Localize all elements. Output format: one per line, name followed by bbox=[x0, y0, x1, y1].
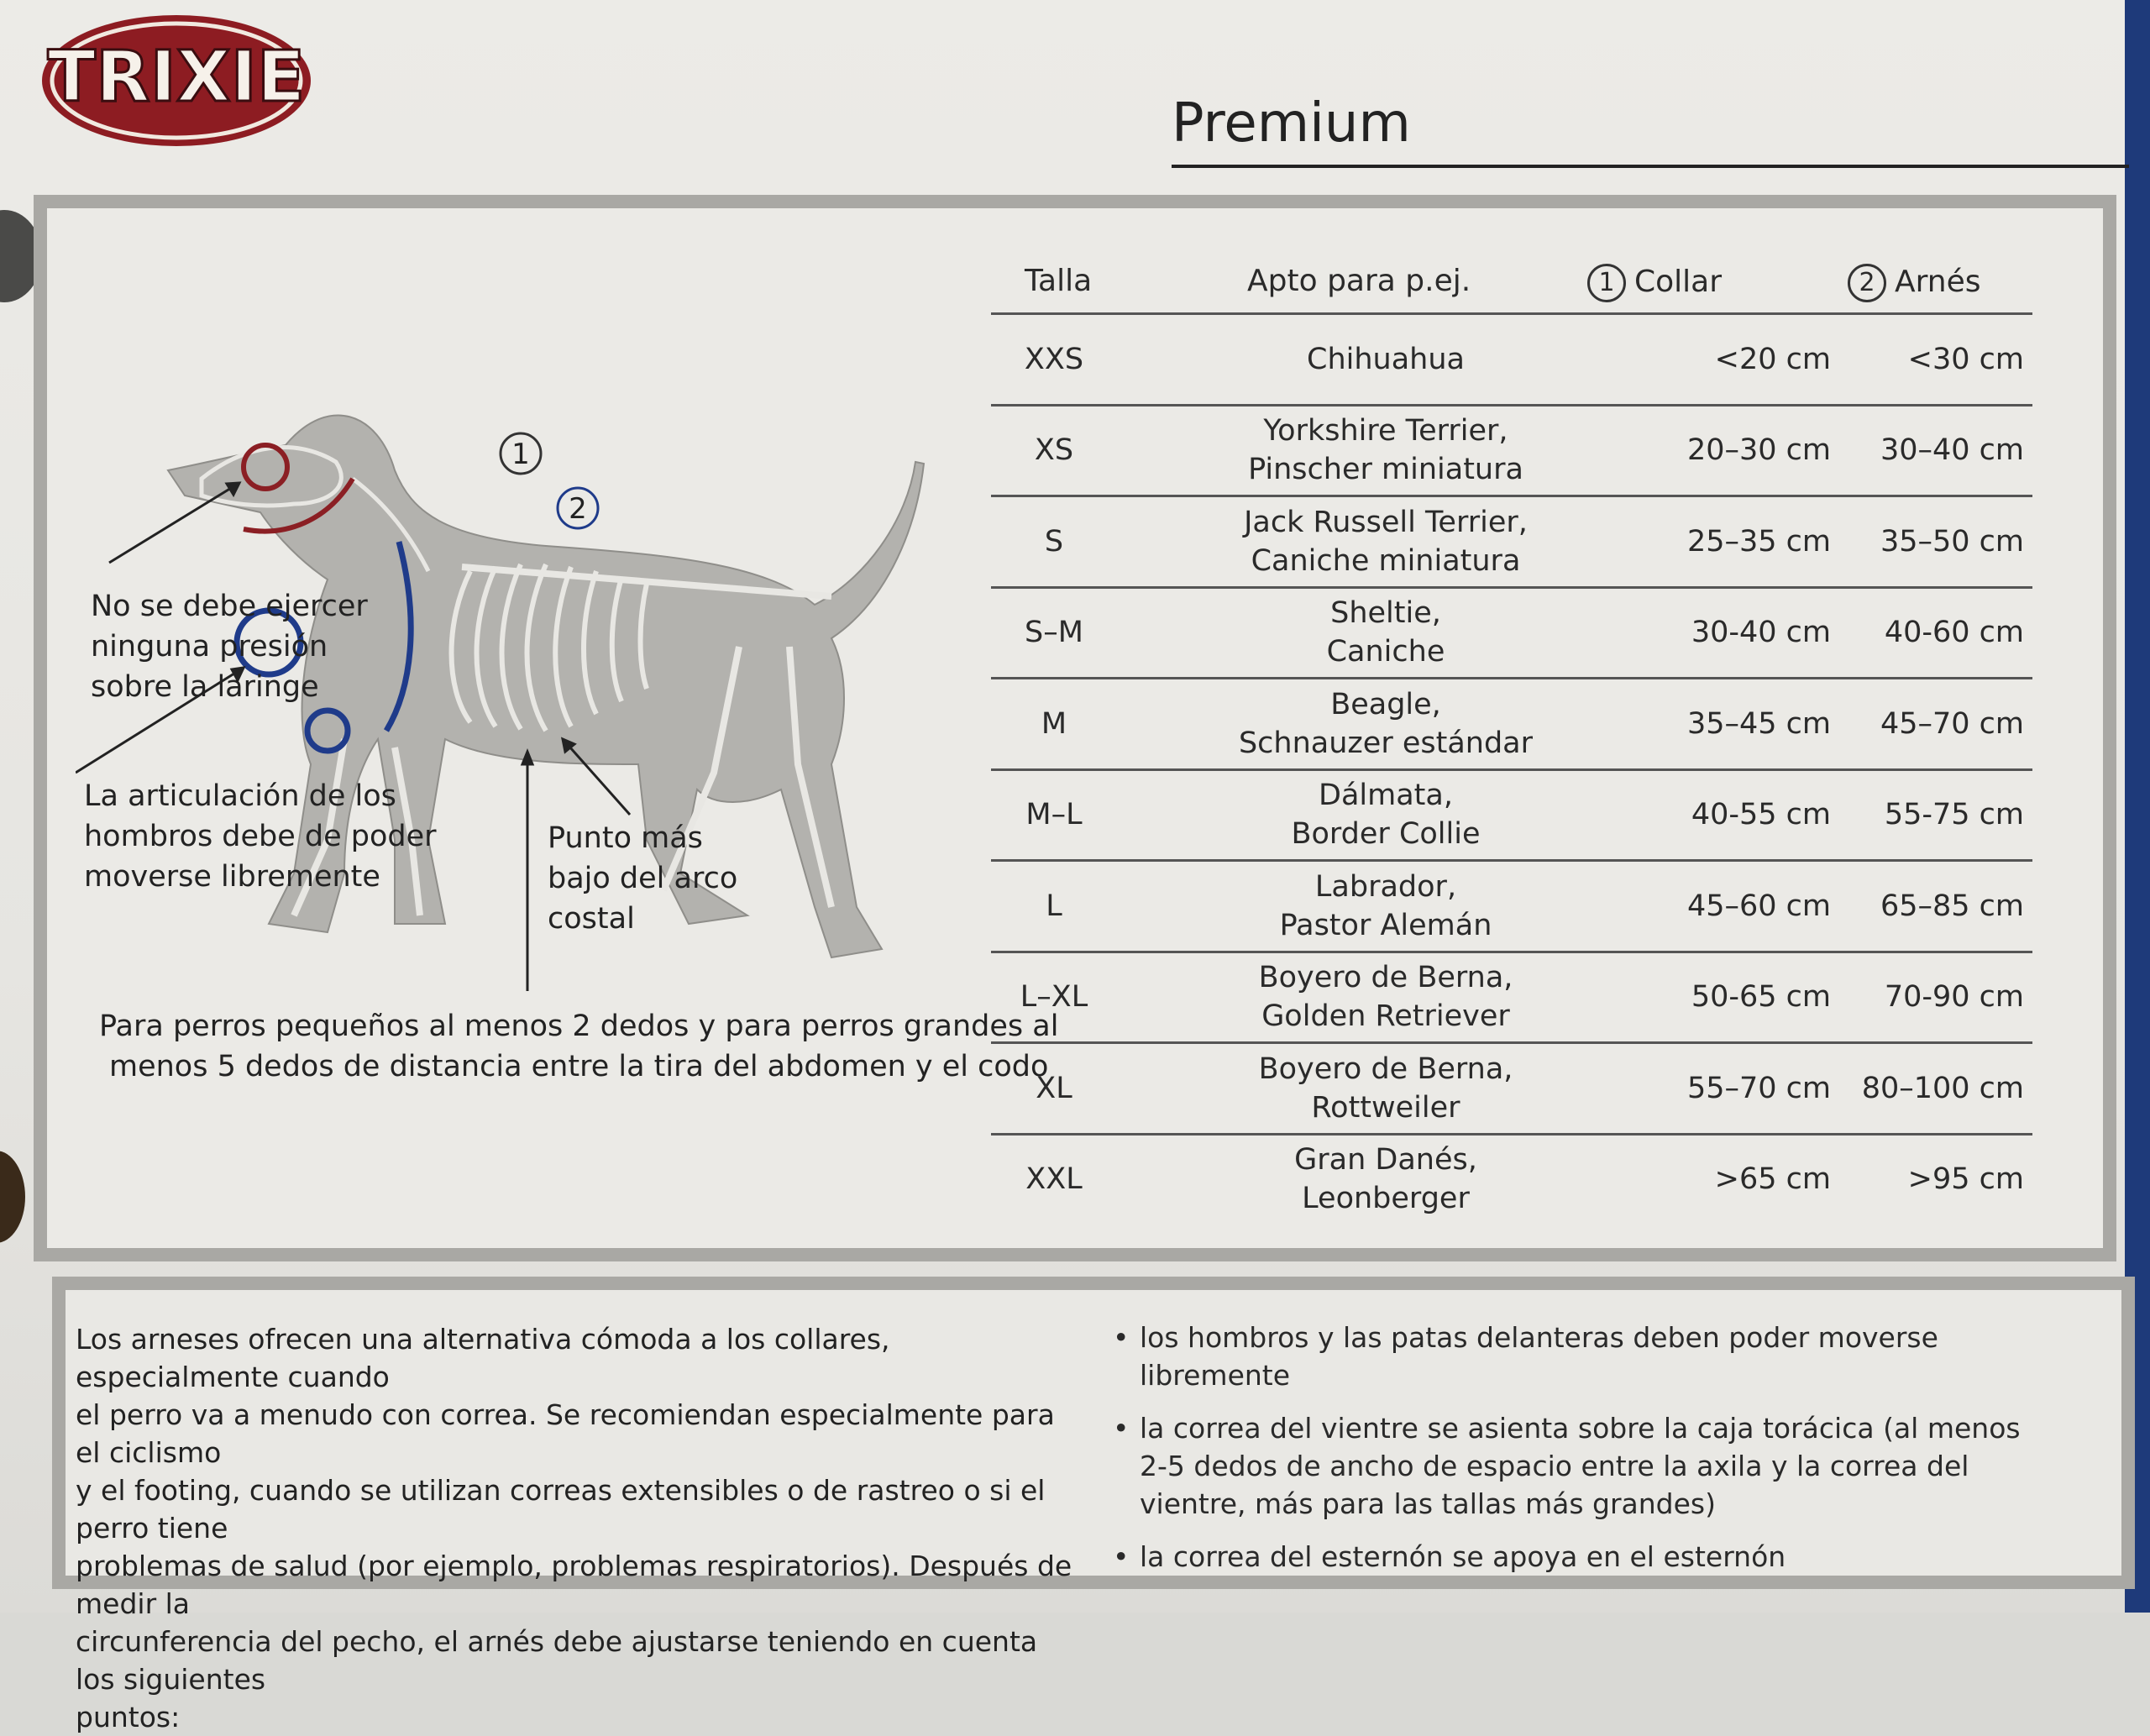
larynx-note-line: ninguna presión bbox=[91, 630, 328, 663]
breed-line: Pinscher miniatura bbox=[1248, 453, 1523, 487]
breed-line: Pastor Alemán bbox=[1279, 908, 1492, 942]
harness-intro-paragraph bbox=[76, 1320, 1083, 1736]
table-row bbox=[991, 497, 2032, 589]
breed-line: Beagle, bbox=[1330, 687, 1441, 721]
marker-1-circle bbox=[501, 433, 541, 474]
breed-cell bbox=[1176, 771, 1596, 860]
harness-range-cell: 70-90 cm bbox=[1884, 980, 2024, 1015]
breed-line: Rottweiler bbox=[1311, 1090, 1460, 1125]
trixie-logo bbox=[34, 7, 319, 149]
logo-text: TRIXIE bbox=[47, 35, 306, 118]
table-row bbox=[991, 406, 2032, 498]
breed-cell bbox=[1176, 1044, 1596, 1133]
shoulder-note-line: La articulación de los bbox=[84, 779, 396, 813]
list-item: • la correa del esternón se apoya en el esternón bbox=[1113, 1538, 2053, 1576]
harness-range-cell: 40-60 cm bbox=[1884, 616, 2024, 650]
breed-line: Caniche bbox=[1326, 635, 1445, 669]
header-collar bbox=[1587, 264, 1722, 302]
harness-range-cell: 80–100 cm bbox=[1861, 1071, 2024, 1105]
breed-line: Boyero de Berna, bbox=[1258, 1052, 1513, 1086]
harness-range-cell: 30–40 cm bbox=[1880, 433, 2024, 468]
collar-range-cell: 55–70 cm bbox=[1686, 1071, 1831, 1105]
paragraph-line: Los arneses ofrecen una alternativa cómoda a los collares, especialmente cuando bbox=[76, 1323, 890, 1393]
table-body bbox=[991, 315, 2032, 1224]
breed-cell bbox=[1176, 406, 1596, 496]
size-cell: L–XL bbox=[1020, 980, 1088, 1015]
ribcage-note-line: costal bbox=[548, 902, 635, 936]
product-line-title: Premium bbox=[1172, 92, 1411, 155]
title-underline bbox=[1172, 165, 2129, 168]
harness-range-cell: >95 cm bbox=[1907, 1162, 2024, 1197]
collar-number-icon: 1 bbox=[1587, 264, 1626, 302]
size-cell: L bbox=[1046, 889, 1062, 923]
table-row bbox=[991, 1135, 2032, 1225]
size-table bbox=[991, 252, 2032, 1224]
size-cell: S–M bbox=[1025, 616, 1083, 650]
harness-range-cell: 55-75 cm bbox=[1884, 798, 2024, 832]
ribcage-note bbox=[548, 818, 737, 939]
breed-line: Sheltie, bbox=[1330, 596, 1441, 631]
collar-range-cell: <20 cm bbox=[1714, 342, 1831, 376]
distance-caption-line: menos 5 dedos de distancia entre la tira del abdomen y el codo bbox=[108, 1050, 1049, 1083]
harness-range-cell: <30 cm bbox=[1907, 342, 2024, 376]
breed-line: Yorkshire Terrier, bbox=[1263, 414, 1508, 448]
size-cell: XXL bbox=[1025, 1162, 1083, 1197]
header-harness-label: Arnés bbox=[1895, 265, 1981, 299]
marker-1-number: 1 bbox=[511, 438, 530, 471]
paragraph-line: problemas de salud (por ejemplo, problemas respiratorios). Después de medir la bbox=[76, 1550, 1072, 1620]
breed-cell bbox=[1176, 862, 1596, 951]
harness-number-icon: 2 bbox=[1848, 264, 1886, 302]
list-item: • la correa del vientre se asienta sobre la caja torácica (al menos 2-5 dedos de ancho de espacio entre la axila y la correa del vientre, más para las tallas más grandes) bbox=[1113, 1409, 2053, 1523]
breed-cell bbox=[1176, 315, 1596, 404]
collar-range-cell: 25–35 cm bbox=[1686, 524, 1831, 559]
collar-range-cell: 50-65 cm bbox=[1691, 980, 1831, 1015]
header-size: Talla bbox=[1025, 264, 1093, 298]
paragraph-line: circunferencia del pecho, el arnés debe ajustarse teniendo en cuenta los siguientes bbox=[76, 1625, 1038, 1696]
breed-line: Chihuahua bbox=[1307, 342, 1465, 376]
paragraph-line: el perro va a menudo con correa. Se recomiendan especialmente para el ciclismo bbox=[76, 1398, 1055, 1469]
marker-2-circle bbox=[558, 488, 598, 528]
breed-line: Dálmata, bbox=[1319, 779, 1453, 813]
distance-caption-line: Para perros pequeños al menos 2 dedos y para perros grandes al bbox=[99, 1010, 1059, 1043]
larynx-note-line: No se debe ejercer bbox=[91, 590, 368, 623]
size-cell: XL bbox=[1036, 1071, 1072, 1105]
header-collar-label: Collar bbox=[1634, 265, 1723, 299]
harness-range-cell: 45–70 cm bbox=[1880, 706, 2024, 741]
breed-cell bbox=[1176, 679, 1596, 768]
ribcage-note-line: bajo del arco bbox=[548, 862, 738, 895]
larynx-note-line: sobre la laringe bbox=[91, 670, 319, 704]
breed-cell bbox=[1176, 497, 1596, 586]
size-cell: XXS bbox=[1024, 342, 1084, 376]
collar-range-cell: 20–30 cm bbox=[1686, 433, 1831, 468]
shoulder-note bbox=[84, 776, 437, 897]
table-row bbox=[991, 771, 2032, 863]
breed-line: Boyero de Berna, bbox=[1258, 961, 1513, 995]
shoulder-note-line: hombros debe de poder bbox=[84, 820, 437, 853]
size-cell: S bbox=[1044, 524, 1064, 559]
breed-cell bbox=[1176, 589, 1596, 678]
collar-range-cell: 40-55 cm bbox=[1691, 798, 1831, 832]
marker-2-number: 2 bbox=[569, 492, 587, 526]
breed-line: Border Collie bbox=[1291, 817, 1481, 852]
breed-cell bbox=[1176, 953, 1596, 1042]
paragraph-line: y el footing, cuando se utilizan correas extensibles o de rastreo o si el perro tiene bbox=[76, 1474, 1046, 1545]
size-cell: M bbox=[1041, 706, 1067, 741]
harness-range-cell: 65–85 cm bbox=[1880, 889, 2024, 923]
breed-line: Leonberger bbox=[1302, 1182, 1470, 1216]
collar-range-cell: 35–45 cm bbox=[1686, 706, 1831, 741]
table-row bbox=[991, 862, 2032, 953]
list-item: • los hombros y las patas delanteras deben poder moverse libremente bbox=[1113, 1319, 2053, 1394]
table-row bbox=[991, 1044, 2032, 1135]
size-cell: M–L bbox=[1025, 798, 1083, 832]
table-header bbox=[991, 252, 2032, 315]
breed-cell bbox=[1176, 1135, 1596, 1225]
distance-caption bbox=[99, 1006, 1058, 1087]
breed-line: Labrador, bbox=[1314, 869, 1457, 904]
collar-range-cell: 30-40 cm bbox=[1691, 616, 1831, 650]
breed-line: Caniche miniatura bbox=[1251, 543, 1521, 578]
table-row bbox=[991, 679, 2032, 771]
breed-line: Schnauzer estándar bbox=[1238, 726, 1534, 760]
table-row bbox=[991, 589, 2032, 680]
table-row bbox=[991, 315, 2032, 406]
collar-range-cell: 45–60 cm bbox=[1686, 889, 1831, 923]
fitting-points-list bbox=[1113, 1319, 2053, 1591]
harness-range-cell: 35–50 cm bbox=[1880, 524, 2024, 559]
table-row bbox=[991, 953, 2032, 1045]
size-cell: XS bbox=[1034, 433, 1074, 468]
collar-range-cell: >65 cm bbox=[1714, 1162, 1831, 1197]
paragraph-line: puntos: bbox=[76, 1701, 181, 1733]
shoulder-note-line: moverse libremente bbox=[84, 860, 380, 894]
breed-line: Golden Retriever bbox=[1261, 999, 1510, 1034]
breed-line: Jack Russell Terrier, bbox=[1244, 505, 1528, 539]
header-breed: Apto para p.ej. bbox=[1247, 264, 1471, 298]
ribcage-note-line: Punto más bbox=[548, 821, 703, 855]
larynx-note bbox=[91, 586, 368, 707]
breed-line: Gran Danés, bbox=[1294, 1143, 1477, 1177]
header-harness bbox=[1848, 264, 1981, 302]
